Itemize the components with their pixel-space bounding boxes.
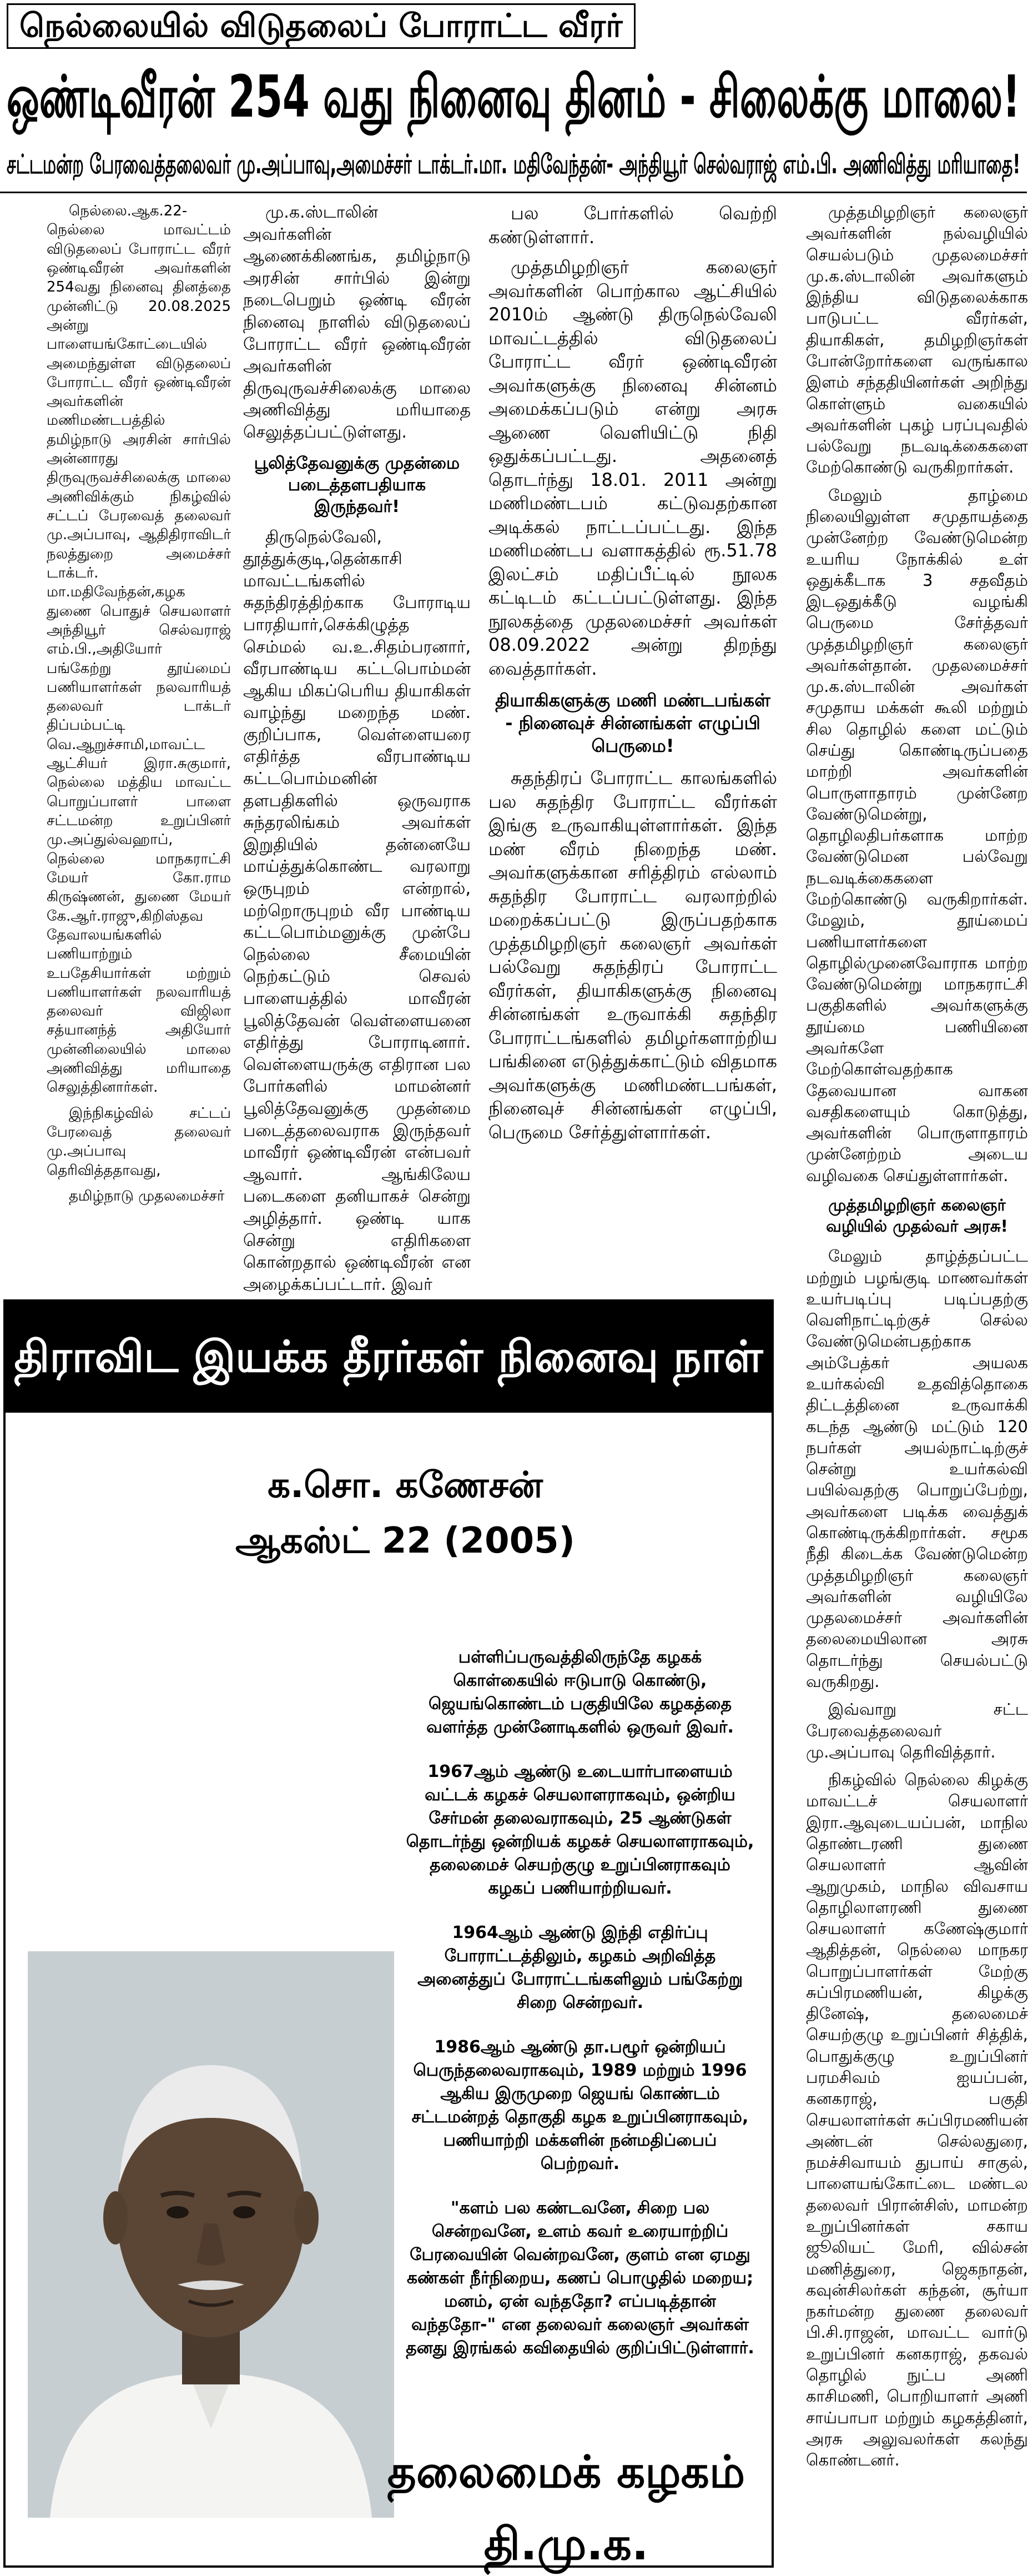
- subheading: பூலித்தேவனுக்கு முதன்மை படைத்தளபதியாக இருந்தவர்!: [254, 453, 460, 516]
- article-column-4: [806, 202, 1028, 2556]
- subheading: முத்தமிழறிஞர் கலைஞர் வழியில் முதல்வர் அரசு!: [826, 1195, 1008, 1236]
- footer-org-line: தலைமைக் கழகம்: [387, 2446, 745, 2498]
- memorial-box: [3, 1299, 774, 2568]
- biography: [405, 1646, 755, 2381]
- sub-headline: சட்டமன்ற பேரவைத்தலைவர் மு.அப்பாவு,அமைச்சர் டாக்டர்.மா. மதிவேந்தன்- அந்தியூர் செல்வராஜ் எம்.பி. அணிவித்து மரியாதை!: [7, 149, 1021, 180]
- paragraph: திருநெல்வேலி, தூத்துக்குடி,தென்காசி மாவட்டங்களில் சுதந்திரத்திற்காக போராடிய பாரதியார்,செக்கிழுத்த செம்மல் வ.உ.சிதம்பரனார், வீரபாண்டிய கட்டபொம்மன் ஆகிய மிகப்பெரிய தியாகிகள் வாழ்ந்து மறைந்த மண். குறிப்பாக, வெள்ளையரை எதிர்த்த வீரபாண்டிய கட்டபொம்மனின் தளபதிகளில் ஒருவராக சுந்தரலிங்கம் அவர்கள் இறுதியில் தன்னையே மாய்த்துக்கொண்ட வரலாறு ஒருபுறம் என்றால், மற்றொருபுறம் வீர பாண்டிய கட்டபொம்மனுக்கு முன்பே நெல்லை சீமையின் நெற்கட்டும் செவல் பாளையத்தில் மாவீரன் பூலித்தேவன் வெள்ளையனை எதிர்த்து போராடினார். வெள்ளையருக்கு எதிரான பல போர்களில் மாமன்னர் பூலித்தேவனுக்கு முதன்மை படைத்தலைவராக இருந்தவர் மாவீரர் ஒண்டிவீரன் என்பவர் ஆவார். ஆங்கிலேய படைகளை தனியாகச் சென்று அழித்தார். ஒண்டி யாக சென்று எதிரிகளை கொன்றதால் ஒண்டிவீரன் என அழைக்கப்பட்டார். இவர்: [243, 527, 471, 1294]
- paragraph: நெல்லை.ஆக.22- நெல்லை மாவட்டம் விடுதலைப் போராட்ட வீரர் ஒண்டிவீரன் அவர்களின் 254வது நினைவு தினத்தை முன்னிட்டு 20.08.2025 அன்று பாளையங்கோட்டையில் அமைந்துள்ள விடுதலைப் போராட்ட வீரர் ஒண்டிவீரன் அவர்களின் மணிமண்டபத்தில் தமிழ்நாடு அரசின் சார்பில் அன்னாரது திருவுருவச்சிலைக்கு மாலை அணிவிக்கும் நிகழ்வில் சட்டப் பேரவைத் தலைவர் மு.அப்பாவு, ஆதிதிராவிடர் நலத்துறை அமைச்சர் டாக்டர். மா.மதிவேந்தன்,கழக துணை பொதுச் செயலாளர் அந்தியூர் செல்வராஜ் எம்.பி.,அதியோர் பங்கேற்று தூய்மைப் பணியாளர்கள் நலவாரியத் தலைவர் டாக்டர் திப்பம்பட்டி வெ.ஆறுச்சாமி,மாவட்ட ஆட்சியர் இரா.சுகுமார், நெல்லை மத்திய மாவட்ட பொறுப்பாளர் பாளை சட்டமன்ற உறுப்பினர் மு.அப்துல்வஹாப், நெல்லை மாநகராட்சி மேயர் கோ.ராம கிருஷ்ணன், துணை மேயர் கே.ஆர்.ராஜு,கிறிஸ்தவ தேவாலயங்களில் பணியாற்றும் உபதேசியார்கள் மற்றும் பணியாளர்கள் நலவாரியத் தலைவர் விஜிலா சத்யானந்த் அதியோர் முன்னிலையில் மாலை அணிவித்து மரியாதை செலுத்தினார்கள்.: [47, 203, 231, 1096]
- tribute-quote: "களம் பல கண்டவனே, சிறை பல சென்றவனே, உளம் கவர் உரையாற்றிப் பேரவையின் வென்றவனே, குளம் என ஏமது கண்கள் நீர்நிறைய, கணப் பொழுதில் மறைய; மனம், ஏன் வந்ததோ? எப்படித்தான் வந்ததோ-" என தலைவர் கலைஞர் அவர்கள் தனது இரங்கல் கவிதையில் குறிப்பிட்டுள்ளார்.: [406, 2198, 754, 2358]
- paragraph: நிகழ்வில் நெல்லை கிழக்கு மாவட்டச் செயலாளர் இரா.ஆவுடையப்பன், மாநில தொண்டரணி துணை செயலாளர் ஆவின் ஆறுமுகம், மாநில விவசாய தொழிலாளரணி துணை செயலாளர் கணேஷ்குமார் ஆதித்தன், நெல்லை மாநகர பொறுப்பாளர்கள் மேற்கு சுப்பிரமணியன், கிழக்கு தினேஷ், தலைமைச் செயற்குழு உறுப்பினர் சித்திக், பொதுக்குழு உறுப்பினர் பரமசிவம் ஐயப்பன், கனகராஜ், பகுதி செயலாளர்கள் சுப்பிரமணியன் அண்டன் செல்லதுரை, நமச்சிவாயம் துபாய் சாகுல், பாளையங்கோட்டை மண்டல தலைவர் பிரான்சிஸ், மாமன்ற உறுப்பினர்கள் சகாய ஜூலியட் மேரி, வில்சன் மணித்துரை, ஜெகநாதன், கவுன்சிலர்கள் கந்தன், சூர்யா நகர்மன்ற துணை தலைவர் பி.சி.ராஜன், மாவட்ட வார்டு உறுப்பினர் கனகராஜ், தகவல் தொழில் நுட்ப அணி காசிமணி, பொறியாளர் அணி சாய்பாபா மற்றும் கழகத்தினர், அரசு அலுவலர்கள் கலந்து கொண்டனர்.: [806, 1770, 1028, 2470]
- portrait-photo: [28, 1951, 394, 2518]
- divider-rule: [0, 192, 1027, 193]
- paragraph: சுதந்திரப் போராட்ட காலங்களில் பல சுதந்திர போராட்ட வீரர்கள் இங்கு உருவாகியுள்ளார்கள். இந்த மண் வீரம் நிறைந்த மண். அவர்களுக்கான சரித்திரம் எல்லாம் சுதந்திர போராட்ட வரலாற்றில் மறைக்கப்பட்டு இருப்பதற்காக முத்தமிழறிஞர் கலைஞர் அவர்கள் பல்வேறு சுதந்திரப் போராட்ட வீரர்கள், தியாகிகளுக்கு நினைவு சின்னங்கள் உருவாக்கி சுதந்திர போராட்டங்களில் தமிழர்களாற்றிய பங்கினை எடுத்துக்காட்டும் விதமாக அவர்களுக்கு மணிமண்டபங்கள், நினைவுச் சின்னங்கள் எழுப்பி, பெருமை சேர்த்துள்ளார்கள்.: [488, 767, 777, 1143]
- paragraph: இந்நிகழ்வில் சட்டப் பேரவைத் தலைவர் மு.அப்பாவு தெரிவித்ததாவது,: [47, 1104, 231, 1179]
- article-column-1: [47, 202, 231, 1262]
- subheading: தியாகிகளுக்கு மணி மண்டபங்கள் - நினைவுச் சின்னங்கள் எழுப்பி பெருமை!: [495, 690, 770, 756]
- memorial-header: திராவிட இயக்க தீரர்கள் நினைவு நாள்: [6, 1302, 772, 1413]
- paragraph: பல போர்களில் வெற்றி கண்டுள்ளார்.: [488, 203, 777, 248]
- portrait-illustration: [28, 1951, 394, 2518]
- bio-paragraph: 1986ஆம் ஆண்டு தா.பழூர் ஒன்றியப் பெருந்தலைவராகவும், 1989 மற்றும் 1996 ஆகிய இருமுறை ஜெயங் கொண்டம் சட்டமன்றத் தொகுதி கழக உறுப்பினராகவும், பணியாற்றி மக்களின் நன்மதிப்பைப் பெற்றவர்.: [411, 2037, 749, 2173]
- main-headline: ஒண்டிவீரன் 254 வது நினைவு தினம் - சிலைக்கு மாலை!: [7, 63, 1021, 130]
- bio-paragraph: 1964ஆம் ஆண்டு இந்தி எதிர்ப்பு போராட்டத்திலும், கழகம் அறிவித்த அனைத்துப் போராட்டங்களிலும் பங்கேற்று சிறை சென்றவர்.: [417, 1923, 743, 2012]
- article-column-2: [243, 202, 471, 1319]
- footer-party-line: தி.மு.க.: [483, 2518, 649, 2570]
- person-name: க.சொ. கணேசன்: [268, 1465, 543, 1506]
- paragraph: தமிழ்நாடு முதலமைச்சர்: [69, 1187, 225, 1204]
- paragraph: முத்தமிழறிஞர் கலைஞர் அவர்களின் நல்வழியில் செயல்படும் முதலமைச்சர் மு.க.ஸ்டாலின் அவர்களும் இந்திய விடுதலைக்காக பாடுபட்ட வீரர்கள், தியாகிகள், தமிழறிஞர்கள் போன்றோர்களை வருங்கால இளம் சந்ததியினர்கள் அறிந்து கொள்ளும் வகையில் அவர்களின் புகழ் பரப்புவதில் பல்வேறு நடவடிக்கைகளை மேற்கொண்டு வருகிறார்கள்.: [806, 203, 1028, 477]
- memorial-date: ஆகஸ்ட் 22 (2005): [235, 1520, 575, 1561]
- bio-paragraph: பள்ளிப்பருவத்திலிருந்தே கழகக் கொள்கையில் ஈடுபாடு கொண்டு, ஜெயங்கொண்டம் பகுதியிலே கழகத்தை வளர்த்த முன்னோடிகளில் ஒருவர் இவர்.: [426, 1648, 734, 1737]
- paragraph: மேலும் தாழ்மை நிலையிலுள்ள சமுதாயத்தை முன்னேற்ற வேண்டுமென்ற உயரிய நோக்கில் உள் ஒதுக்கீடாக 3 சதவீதம் இடஒதுக்கீடு வழங்கி பெருமை சேர்த்தவர் முத்தமிழறிஞர் கலைஞர் அவர்கள்தான். முதலமைச்சர் மு.க.ஸ்டாலின் அவர்கள் சமுதாய மக்கள் கூலி மற்றும் சில தொழில் களை மட்டும் செய்து கொண்டிருப்பதை மாற்றி அவர்களின் பொருளாதாரம் முன்னேற வேண்டுமென்று, தொழிலதிபர்களாக மாற்ற வேண்டுமென பல்வேறு நடவடிக்கைகளை மேற்கொண்டு வருகிறார்கள். மேலும், தூய்மைப் பணியாளர்களை தொழில்முனைவோராக மாற்ற வேண்டுமென்று மாநகராட்சி பகுதிகளில் அவர்களுக்கு தூய்மை பணியினை அவர்களே மேற்கொள்வதற்காக தேவையான வாகன வசதிகளையும் கொடுத்து, அவர்களின் பொருளாதாரம் முன்னேற்றம் அடைய வழிவகை செய்துள்ளார்கள்.: [806, 485, 1028, 1185]
- article-column-3: [488, 202, 777, 1319]
- paragraph: மு.க.ஸ்டாலின் அவர்களின் ஆணைக்கிணங்க, தமிழ்நாடு அரசின் சார்பில் இன்று நடைபெறும் ஒண்டி வீரன் நினைவு நாளில் விடுதலைப் போராட்ட வீரர் ஒண்டிவீரன் அவர்களின் திருவுருவச்சிலைக்கு மாலை அணிவித்து மரியாதை செலுத்தப்பட்டுள்ளது.: [243, 203, 471, 442]
- kicker-heading: நெல்லையில் விடுதலைப் போராட்ட வீரர்: [7, 3, 636, 49]
- paragraph: மேலும் தாழ்த்தப்பட்ட மற்றும் பழங்குடி மாணவர்கள் உயர்படிப்பு படிப்பதற்கு வெளிநாட்டிற்குச் செல்ல வேண்டுமென்பதற்காக அம்பேத்கர் அயலக உயர்கல்வி உதவித்தொகை திட்டத்தினை உருவாக்கி கடந்த ஆண்டு மட்டும் 120 நபர்கள் அயல்நாட்டிற்குச் சென்று உயர்கல்வி பயில்வதற்கு பொறுப்பேற்று, அவர்களை படிக்க வைத்துக் கொண்டிருக்கிறார்கள். சமூக நீதி கிடைக்க வேண்டுமென்ற முத்தமிழறிஞர் கலைஞர் அவர்களின் வழியிலே முதலமைச்சர் அவர்களின் தலைமையிலான அரசு தொடர்ந்து செயல்பட்டு வருகிறது.: [806, 1247, 1028, 1691]
- paragraph: முத்தமிழறிஞர் கலைஞர் அவர்களின் பொற்கால ஆட்சியில் 2010ம் ஆண்டு திருநெல்வேலி மாவட்டத்தில் விடுதலைப் போராட்ட வீரர் ஒண்டிவீரன் அவர்களுக்கு நினைவு சின்னம் அமைக்கப்படும் என்று அரசு ஆணை வெளியிட்டு நிதி ஒதுக்கப்பட்டது. அதனைத் தொடர்ந்து 18.01. 2011 அன்று மணிமண்டபம் கட்டுவதற்கான அடிக்கல் நாட்டப்பட்டது. இந்த மணிமண்டப வளாகத்தில் ரூ.51.78 இலட்சம் மதிப்பீட்டில் நூலக கட்டிடம் கட்டப்பட்டுள்ளது. இந்த நூலகத்தை முதலமைச்சர் அவர்கள் 08.09.2022 அன்று திறந்து வைத்தார்கள்.: [488, 257, 777, 679]
- bio-paragraph: 1967ஆம் ஆண்டு உடையார்பாளையம் வட்டக் கழகச் செயலாளராகவும், ஒன்றிய சேர்மன் தலைவராகவும், 25 ஆண்டுகள் தொடர்ந்து ஒன்றியக் கழகச் செயலாளராகவும், தலைமைச் செயற்குழு உறுப்பினராகவும் கழகப் பணியாற்றியவர்.: [406, 1762, 754, 1898]
- paragraph: இவ்வாறு சட்ட பேரவைத்தலைவர் மு.அப்பாவு தெரிவித்தார்.: [806, 1700, 1028, 1761]
